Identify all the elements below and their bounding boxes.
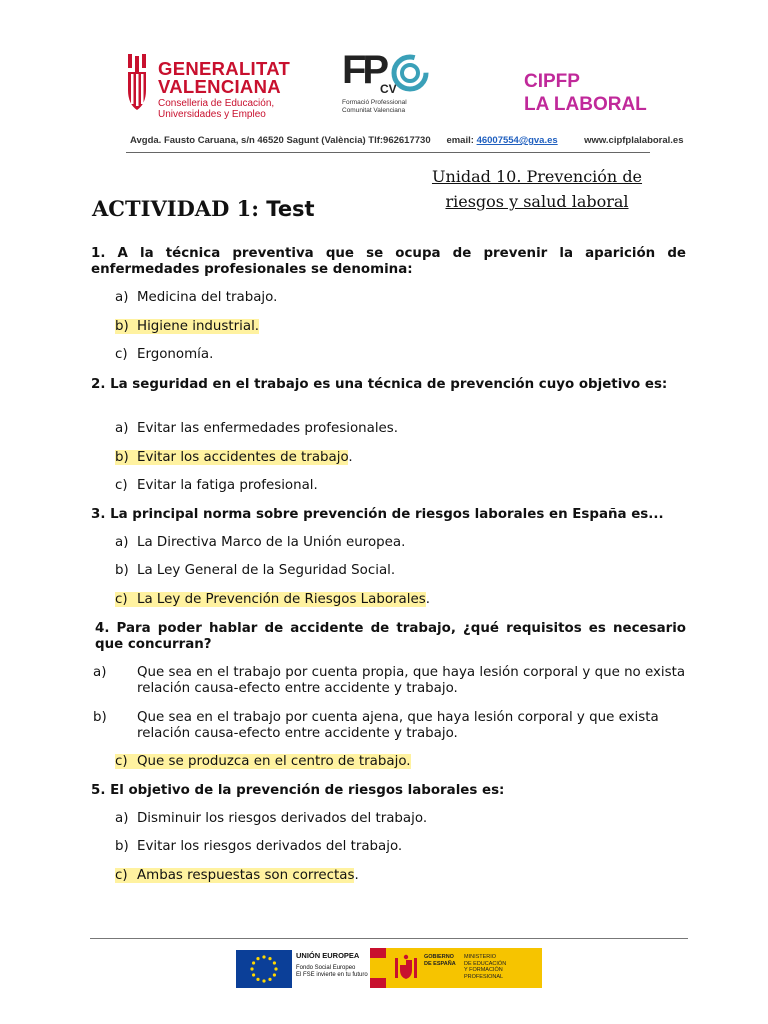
question-4: 4. Para poder hablar de accidente de trabajo, ¿qué requisitos es necesario que concurran? — [95, 621, 686, 652]
gv-title-1: GENERALITAT — [158, 58, 291, 79]
email-label: email: — [446, 135, 474, 146]
generalitat-logo — [126, 54, 291, 120]
question-3: 3. La principal norma sobre prevención de riesgos laborales en España es... — [91, 507, 664, 522]
address-text: Avgda. Fausto Caruana, s/n 46520 Sagunt (València) Tlf:962617730 — [130, 135, 431, 146]
address-line — [130, 135, 684, 146]
option-5c[interactable]: c) Ambas respuestas son correctas. — [115, 868, 359, 883]
website-link[interactable]: www.cipfplalaboral.es — [584, 135, 684, 146]
option-2a[interactable]: a) Evitar las enfermedades profesionales. — [115, 421, 399, 436]
fp-sub-2: Comunitat Valenciana — [342, 107, 406, 114]
fp-ring-icon — [390, 53, 430, 93]
min-line-3: Y FORMACIÓN PROFESIONAL — [464, 967, 504, 980]
option-3c[interactable]: c) La Ley de Prevención de Riesgos Laborales. — [115, 592, 430, 607]
cipfp-logo — [524, 70, 647, 116]
unit-title-line-1: Unidad 10. Prevención de — [431, 167, 643, 186]
cipfp-line-1: CIPFP — [524, 71, 580, 92]
option-3b[interactable]: b) La Ley General de la Seguridad Social. — [115, 563, 396, 578]
option-4c[interactable]: c) Que se produzca en el centro de trabajo. — [115, 754, 411, 769]
footer-divider — [90, 938, 688, 939]
question-5: 5. El objetivo de la prevención de riesgos laborales es: — [91, 783, 505, 798]
option-4a[interactable]: a) Que sea en el trabajo por cuenta propia, que haya lesión corporal y que no exista relación causa-efecto entre accidente y trabajo. — [93, 665, 686, 696]
question-2: 2. La seguridad en el trabajo es una técnica de prevención cuyo objetivo es: — [91, 377, 668, 392]
header-divider — [126, 152, 650, 153]
option-5b[interactable]: b) Evitar los riesgos derivados del trabajo. — [115, 839, 403, 854]
option-1b[interactable]: b) Higiene industrial. — [115, 319, 260, 334]
spain-flag-icon — [370, 948, 386, 988]
fp-letters: FP — [342, 48, 386, 92]
activity-test: Test — [266, 197, 315, 221]
gv-title-2: VALENCIANA — [158, 76, 281, 97]
option-4b[interactable]: b) Que sea en el trabajo por cuenta ajena, que haya lesión corporal y que exista relación causa-efecto entre accidente y trabajo. — [93, 710, 659, 741]
generalitat-emblem-icon — [126, 54, 148, 112]
option-2c[interactable]: c) Evitar la fatiga profesional. — [115, 478, 318, 493]
option-1c[interactable]: c) Ergonomía. — [115, 347, 214, 362]
eu-title: UNIÓN EUROPEA — [296, 951, 360, 960]
eu-flag-icon — [236, 950, 292, 988]
option-2b[interactable]: b) Evitar los accidentes de trabajo. — [115, 450, 353, 465]
min-line-2: DE EDUCACIÓN — [464, 960, 507, 967]
fp-cv: CV — [380, 82, 397, 96]
fpcv-logo — [342, 50, 442, 120]
gv-sub-1: Conselleria de Educación, — [158, 98, 275, 109]
gobierno-logo — [370, 948, 542, 988]
gob-line-1: GOBIERNO — [424, 954, 454, 960]
coat-of-arms-icon — [392, 954, 420, 982]
eu-logo — [236, 948, 370, 988]
fp-sub-1: Formació Professional — [342, 99, 407, 106]
activity-label: ACTIVIDAD 1: — [92, 196, 259, 221]
gob-line-2: DE ESPAÑA — [424, 960, 456, 967]
eu-sub-1: Fondo Social Europeo — [296, 965, 356, 971]
min-line-1: MINISTERIO — [464, 954, 497, 960]
unit-title — [425, 164, 649, 214]
option-3a[interactable]: a) La Directiva Marco de la Unión europea. — [115, 535, 406, 550]
question-1: 1. A la técnica preventiva que se ocupa de prevenir la aparición de enfermedades profesionales se denomina: — [91, 246, 686, 277]
option-1a[interactable]: a) Medicina del trabajo. — [115, 290, 278, 305]
email-link[interactable]: 46007554@gva.es — [476, 135, 558, 146]
gv-sub-2: Universidades y Empleo — [158, 109, 266, 120]
activity-heading — [92, 196, 315, 221]
option-5a[interactable]: a) Disminuir los riesgos derivados del trabajo. — [115, 811, 428, 826]
unit-title-line-2: riesgos y salud laboral — [445, 192, 629, 211]
eu-sub-2: El FSE invierte en tu futuro — [296, 972, 368, 978]
cipfp-line-2: LA LABORAL — [524, 94, 647, 115]
